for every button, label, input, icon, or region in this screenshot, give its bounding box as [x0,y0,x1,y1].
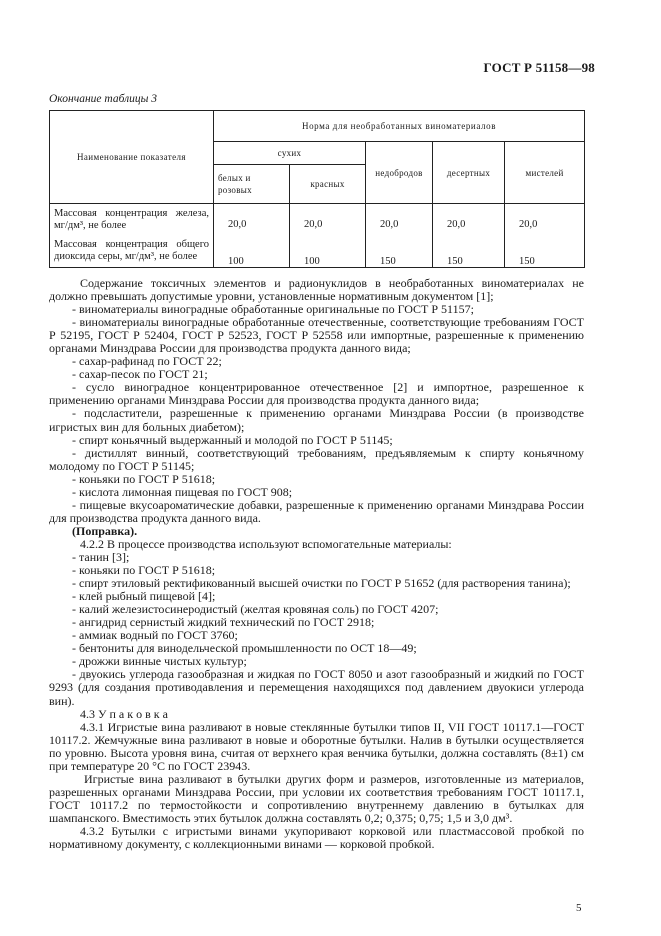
list-item: - дистиллят винный, соответствующий требованиям, предъявляемым к спирту коньячному молодому по ГОСТ Р 51145; [49,445,584,473]
table-cell-indicators [50,204,214,268]
list-item: - виноматериалы виноградные обработанные отечественные, соответствующие требованиям ГОСТ Р 52195, ГОСТ Р 52404, ГОСТ Р 52523, ГОСТ Р 52558 или импортные, разрешенные к применению органами Минздрава России для производства продукта данного вида; [49,315,584,356]
list-item: - подсластители, разрешенные к применению органами Минздрава России (в производстве игристых вин для больных диабетом); [49,406,584,434]
body-text [49,276,584,852]
paragraph: Игристые вина разливают в бутылки других форм и размеров, изготовленные из материалов, разрешенных органами Минздрава России, при условии их соответствия требованиям ГОСТ 10117.1, ГОСТ 10117.2 по термостойкости и сопротивлению внутреннему давлению в бутылках для шампанского. Вместимость этих бутылок должна составлять 0,2; 0,375; 0,75; 1,5 и 3,0 дм³. [49,771,584,825]
list-item: - двуокись углерода газообразная и жидкая по ГОСТ 8050 и азот газообразный и жидкий по ГОСТ 9293 (для создания противодавления и перемещения находящихся под давлением двуокиси углерода вин). [49,667,584,708]
list-item: - коньяки по ГОСТ Р 51618; [72,563,216,578]
list-item: - коньяки по ГОСТ Р 51618; [72,471,216,486]
list-item: - сахар-песок по ГОСТ 21; [72,367,208,382]
column-header-red: красных [290,165,366,204]
list-item: - танин [3]; [72,549,130,564]
table-cell: 20,0 150 [433,204,505,268]
list-item: - ангидрид сернистый жидкий технический по ГОСТ 2918; [72,615,375,630]
indicator-iron: Массовая концентрация железа, мг/дм³, не более [54,207,209,231]
column-header-norm: Норма для необработанных виноматериалов [214,111,585,142]
column-header-white-rose: белых и розовых [214,165,290,204]
table-cell: 20,0 100 [290,204,366,268]
table-cell: 20,0 150 [366,204,433,268]
table-caption: Окончание таблицы 3 [49,93,157,105]
column-header-name: Наименование показателя [50,111,214,204]
list-item: - клей рыбный пищевой [4]; [72,589,216,604]
column-header-dessert: десертных [433,142,505,204]
paragraph: Содержание токсичных элементов и радионуклидов в необработанных виноматериалах не должно превышать допустимые уровни, установленные нормативным документом [1]; [49,276,584,304]
section-heading: 4.3 У п а к о в к а [80,706,168,721]
amendment-note: (Поправка). [72,523,138,538]
table-cell: 20,0 100 [214,204,290,268]
list-item: - виноматериалы виноградные обработанные оригинальные по ГОСТ Р 51157; [72,302,474,317]
list-item: - сусло виноградное концентрированное отечественное [2] и импортное, разрешенное к применению органами Минздрава России для производства продукта данного вида; [49,380,584,408]
column-header-mistelle: мистелей [505,142,585,204]
indicator-sulfur-dioxide: Массовая концентрация общего диоксида серы, мг/дм³, не более [54,238,209,262]
column-header-undermented: недобродов [366,142,433,204]
table-cell: 20,0 150 [505,204,585,268]
list-item: - кислота лимонная пищевая по ГОСТ 908; [72,484,293,499]
section-paragraph: 4.3.2 Бутылки с игристыми винами укупоривают корковой или пластмассовой пробкой по нормативному документу, с коллекционными винами — корковой пробкой. [49,823,584,852]
list-item: - пищевые вкусоароматические добавки, разрешенные к применению органами Минздрава России для производства продукта данного вида. [49,497,584,525]
list-item: - дрожжи винные чистых культур; [72,654,247,669]
document-code: ГОСТ Р 51158—98 [483,60,595,75]
list-item: - калий железистосинеродистый (желтая кровяная соль) по ГОСТ 4207; [72,602,439,617]
table-row [50,204,585,268]
page-number: 5 [576,902,582,914]
list-item: - аммиак водный по ГОСТ 3760; [72,628,238,643]
section-paragraph: 4.3.1 Игристые вина разливают в новые стеклянные бутылки типов II, VII ГОСТ 10117.1—ГОСТ 10117.2. Жемчужные вина разливают в новые и оборотные бутылки. Налив в бутылки осуществляется по уровню. Высота уровня вина, считая от верхнего края венчика бутылки, должна составлять (8±1) см при температуре 20 °С по ГОСТ 23943. [49,719,584,773]
list-item: - спирт коньячный выдержанный и молодой по ГОСТ Р 51145; [72,432,393,447]
list-item: - бентониты для винодельческой промышленности по ОСТ 18—49; [72,641,417,656]
column-header-dry: сухих [214,142,366,165]
list-item: - спирт этиловый ректификованный высшей очистки по ГОСТ Р 51652 (для растворения танина); [72,576,571,591]
list-item: - сахар-рафинад по ГОСТ 22; [72,354,222,369]
section-paragraph: 4.2.2 В процессе производства используют вспомогательные материалы: [80,536,452,551]
norms-table [49,110,585,268]
